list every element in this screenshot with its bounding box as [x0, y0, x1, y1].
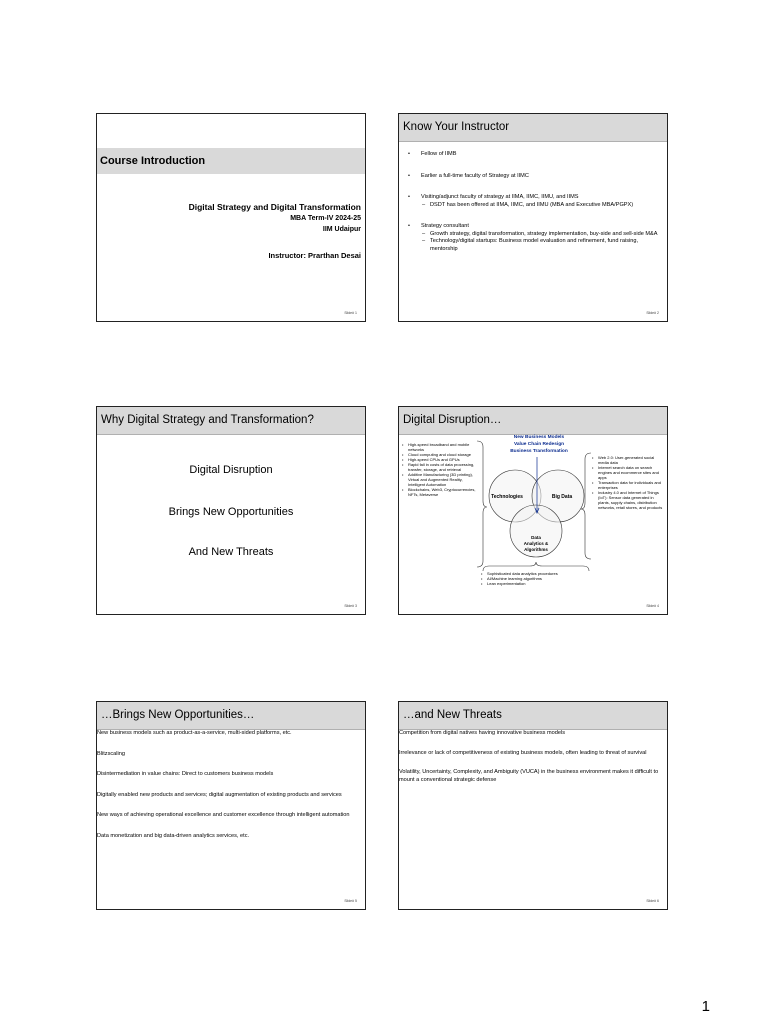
- title-band: [97, 148, 365, 174]
- line-digital-disruption: Digital Disruption: [189, 464, 273, 476]
- sub-list: [421, 202, 659, 210]
- list-item: • New ways of achieving operational excellence and customer excellence through intelligent automation: [97, 812, 365, 820]
- list-item: • Lean experimentation: [481, 581, 591, 586]
- label-new-business-models: New Business Models: [513, 435, 565, 440]
- slide-number: Slide# 2: [646, 311, 659, 315]
- sub-list-item: – Growth strategy, digital transformation, strategy implementation, buy-side and sell-side M&A: [430, 231, 659, 239]
- list-item: • Additive Manufacturing (3D printing), Virtual and Augmented Reality, Intelligent Automation: [402, 472, 480, 487]
- venn-label-analytics-2: Analytics &: [523, 541, 549, 546]
- slide-number: Slide# 1: [344, 311, 357, 315]
- slide-title: Why Digital Strategy and Transformation?: [97, 407, 365, 435]
- list-item: • Sophisticated data analytics procedures: [481, 571, 591, 576]
- list-item: • Blitzscaling: [97, 751, 365, 759]
- list-item: • New business models such as product-as-a-service, multi-sided platforms, etc.: [97, 730, 365, 738]
- list-item: [421, 173, 659, 181]
- bullet-list: [97, 730, 365, 840]
- list-item: • Internet search data on search engines and ecommerce sites and apps: [592, 465, 666, 480]
- bottom-brace: [483, 562, 589, 571]
- slide-course-introduction: [96, 113, 366, 322]
- slide-title: …and New Threats: [399, 702, 667, 730]
- label-value-chain-redesign: Value Chain Redesign: [513, 442, 565, 447]
- venn-label-analytics-1: Data: [531, 535, 541, 540]
- bullet-list: [399, 142, 667, 253]
- line-new-threats: And New Threats: [188, 546, 274, 558]
- venn-label-technologies: Technologies: [491, 494, 523, 500]
- sub-list-item: – Technology/digital startups: Business model evaluation and refinement, fund raising, mentorship: [430, 238, 659, 253]
- course-institute: IIM Udaipur: [322, 226, 361, 233]
- sub-list-item: – DSDT has been offered at IIMA, IIMC, and IIMU (MBA and Executive MBA/PGPX): [430, 202, 659, 210]
- course-title: Digital Strategy and Digital Transformation: [188, 202, 361, 212]
- list-item: [421, 223, 659, 253]
- list-item: • Volatility, Uncertainty, Complexity, and Ambiguity (VUCA) in the business environment makes it difficult to mount a conventional strategic defense: [399, 769, 667, 784]
- bullet-text: Visiting/adjunct faculty of strategy at IIMA, IIMC, IIMU, and IIMS: [421, 194, 579, 200]
- slide-digital-disruption: [398, 406, 668, 615]
- slide-new-threats: [398, 701, 668, 910]
- list-item: • Blockchains, Web3, Cryptocurrencies, NFTs, Metaverse: [402, 487, 480, 497]
- list-item: • Disintermediation in value chains: Direct to customers business models: [97, 771, 365, 779]
- course-info: [189, 201, 361, 260]
- slide-title: …Brings New Opportunities…: [97, 702, 365, 730]
- venn-label-analytics-3: Algorithms: [524, 547, 548, 552]
- list-item: • Transaction data for individuals and enterprises: [592, 480, 666, 490]
- line-new-opportunities: Brings New Opportunities: [168, 506, 294, 518]
- list-item: [421, 194, 659, 209]
- slide-why-digital-strategy: [96, 406, 366, 615]
- list-item: • Data monetization and big data-driven analytics services, etc.: [97, 833, 365, 841]
- bullet-text: Fellow of IIMB: [421, 151, 457, 157]
- bullet-text: Strategy consultant: [421, 223, 469, 229]
- list-item: • Digitally enabled new products and services; digital augmentation of existing products and services: [97, 792, 365, 800]
- list-item: • Rapid fall in costs of data processing, transfer, storage, and retrieval: [402, 462, 480, 472]
- bullet-text: Earlier a full-time faculty of Strategy at IIMC: [421, 172, 529, 179]
- course-instructor: Instructor: Prarthan Desai: [268, 251, 361, 260]
- list-item: • Industry 4.0 and Internet of Things (IoT): Sensor data generated in plants, supply chains, distribution networks, retail stores, and products: [592, 490, 666, 510]
- slide-title: Know Your Instructor: [399, 114, 667, 142]
- slide-number: Slide# 6: [646, 899, 659, 903]
- list-item: • High-speed CPUs and GPUs: [402, 457, 480, 462]
- list-item: • Competition from digital natives having innovative business models: [399, 730, 667, 738]
- left-brace: [477, 441, 487, 567]
- slide-number: Slide# 4: [646, 604, 659, 608]
- list-item: • High-speed broadband and mobile networks: [402, 442, 480, 452]
- list-item: • AI/Machine learning algorithms: [481, 576, 591, 581]
- slide-number: Slide# 3: [344, 604, 357, 608]
- slide-title: Course Introduction: [100, 155, 206, 167]
- bullet-list: [399, 730, 667, 784]
- list-item: • Irrelevance or lack of competitiveness of existing business models, often leading to threat of survival: [399, 750, 667, 758]
- list-item: [421, 151, 659, 159]
- slide-new-opportunities: [96, 701, 366, 910]
- list-item: • Web 2.0: User-generated social media data: [592, 455, 666, 465]
- venn-label-big-data: Big Data: [551, 494, 573, 500]
- sub-list: [421, 231, 659, 254]
- label-business-transformation: Business Transformation: [510, 449, 568, 454]
- venn-diagram: [399, 407, 668, 615]
- page-number: 1: [701, 998, 710, 1015]
- course-term: MBA Term-IV 2024-25: [290, 215, 361, 222]
- list-item: • Cloud computing and cloud storage: [402, 452, 480, 457]
- slide-title: Digital Disruption…: [399, 407, 667, 435]
- right-brace: [581, 453, 591, 559]
- slide-number: Slide# 5: [344, 899, 357, 903]
- slide-know-your-instructor: [398, 113, 668, 322]
